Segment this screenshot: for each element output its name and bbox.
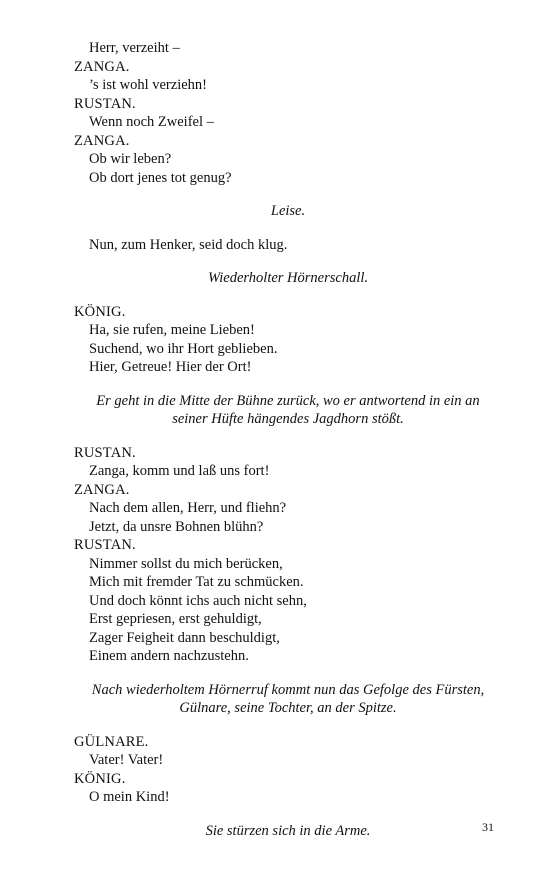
spacer: [74, 377, 502, 392]
spacer: [74, 807, 502, 822]
spacer: [74, 221, 502, 236]
verse-line: Jetzt, da unsre Bohnen blühn?: [89, 518, 264, 535]
verse-line: Mich mit fremder Tat zu schmücken.: [89, 574, 304, 590]
play-text: [74, 39, 502, 840]
verse-line: ’s ist wohl verziehn!: [89, 77, 207, 93]
verse-line: Wenn noch Zweifel –: [89, 114, 214, 130]
speaker-name: GÜLNARE.: [74, 733, 149, 750]
verse-line: Zanga, komm und laß uns fort!: [89, 463, 270, 479]
spacer: [74, 254, 502, 269]
speaker-name: KÖNIG.: [74, 303, 126, 320]
stage-direction: Gülnare, seine Tochter, an der Spitze.: [179, 700, 397, 716]
spacer: [74, 429, 502, 444]
stage-direction: Leise.: [270, 203, 306, 219]
stage-direction: Er geht in die Mitte der Bühne zurück, wo er antwortend in ein an: [96, 392, 480, 409]
speaker-name: ZANGA.: [74, 132, 130, 149]
verse-line: O mein Kind!: [89, 789, 170, 805]
spacer: [74, 187, 502, 202]
stage-direction: Sie stürzen sich in die Arme.: [205, 822, 371, 839]
stage-direction: seiner Hüfte hängendes Jagdhorn stößt.: [172, 411, 404, 427]
spacer: [74, 288, 502, 303]
verse-line: Erst gepriesen, erst gehuldigt,: [89, 611, 262, 627]
verse-line: Ob wir leben?: [89, 151, 172, 167]
verse-line: Suchend, wo ihr Hort geblieben.: [89, 340, 278, 357]
spacer: [74, 718, 502, 733]
speaker-name: RUSTAN.: [74, 95, 136, 112]
speaker-name: ZANGA.: [74, 481, 130, 498]
verse-line: Nimmer sollst du mich berücken,: [89, 555, 283, 572]
spacer: [74, 666, 502, 681]
speaker-name: ZANGA.: [74, 58, 130, 75]
verse-line: Zager Feigheit dann beschuldigt,: [89, 629, 280, 646]
verse-line: Und doch könnt ichs auch nicht sehn,: [89, 592, 307, 609]
verse-line: Nach dem allen, Herr, und fliehn?: [89, 500, 287, 516]
verse-line: Ha, sie rufen, meine Lieben!: [89, 322, 255, 338]
stage-direction: Wiederholter Hörnerschall.: [207, 270, 369, 286]
page-number: 31: [482, 820, 494, 834]
speaker-name: RUSTAN.: [74, 537, 136, 553]
verse-line: Vater! Vater!: [89, 752, 164, 768]
verse-line: Ob dort jenes tot genug?: [89, 169, 232, 186]
stage-direction: Nach wiederholtem Hörnerruf kommt nun das Gefolge des Fürsten,: [91, 681, 485, 698]
speaker-name: KÖNIG.: [74, 770, 126, 787]
verse-line: Einem andern nachzustehn.: [89, 648, 249, 664]
speaker-name: RUSTAN.: [74, 444, 136, 461]
verse-line: Herr, verzeiht –: [89, 40, 180, 56]
verse-line: Hier, Getreue! Hier der Ort!: [89, 359, 252, 375]
verse-line: Nun, zum Henker, seid doch klug.: [89, 236, 288, 253]
